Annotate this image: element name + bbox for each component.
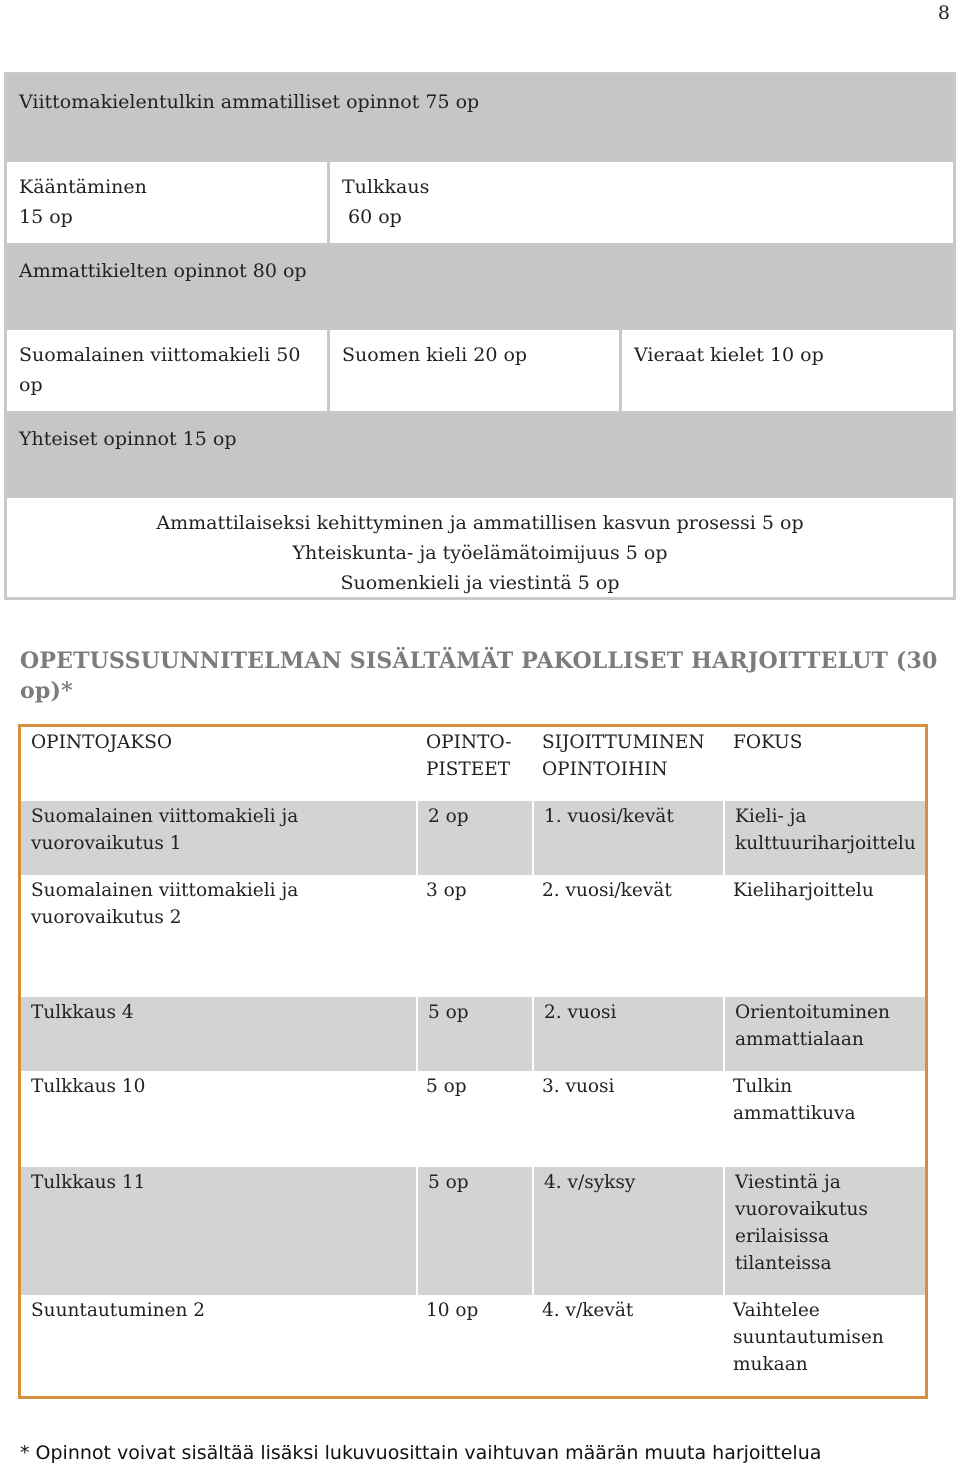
cell-text-line: Orientoituminen (735, 1002, 890, 1023)
placement-cell (532, 801, 723, 875)
finnish-label: Suomen kieli 20 op (342, 344, 528, 366)
credits-cell (416, 727, 532, 799)
credits-cell (416, 1295, 532, 1399)
interpreting-label: Tulkkaus (342, 176, 430, 198)
finnish-cell (327, 330, 619, 411)
foreign-languages-cell (619, 330, 953, 411)
cell-text-line: 5 op (426, 1076, 467, 1097)
cell-text-line: mukaan (733, 1354, 808, 1375)
common-courses-cell (7, 498, 953, 597)
course-cell (21, 1071, 416, 1167)
cell-text-line: OPINTO- (426, 732, 512, 753)
focus-cell (723, 875, 925, 995)
cell-text-line: ammattikuva (733, 1103, 856, 1124)
sign-language-cell (7, 330, 327, 411)
focus-cell (723, 997, 925, 1071)
cell-text-line: 3. vuosi (542, 1076, 615, 1097)
cell-text-line: OPINTOIHIN (542, 759, 668, 780)
structure-row-common-courses (7, 495, 953, 597)
cell-text-line: SIJOITTUMINEN (542, 732, 705, 753)
credits-cell (416, 997, 532, 1071)
course-cell (21, 997, 416, 1071)
placement-cell (532, 1167, 723, 1295)
cell-text-line: OPINTOJAKSO (31, 732, 173, 753)
cell-text-line: 10 op (426, 1300, 479, 1321)
page-number: 8 (937, 2, 950, 24)
cell-text-line: 2 op (428, 806, 469, 827)
placement-cell (532, 1071, 723, 1167)
table-row (21, 801, 925, 875)
cell-text-line: FOKUS (733, 732, 803, 753)
cell-text-line: erilaisissa (735, 1226, 829, 1247)
placement-cell (532, 727, 723, 799)
cell-text-line: kulttuuriharjoittelu (735, 833, 916, 854)
credits-cell (416, 1071, 532, 1167)
interpreting-cell (327, 162, 953, 243)
cell-text-line: vuorovaikutus 2 (31, 907, 182, 928)
cell-text-line: vuorovaikutus (735, 1199, 868, 1220)
sign-language-label: Suomalainen viittomakieli 50 (19, 344, 301, 366)
focus-cell (723, 801, 925, 875)
table-header-row (21, 727, 925, 799)
practice-table (18, 724, 928, 1399)
placement-cell (532, 875, 723, 995)
language-studies-label: Ammattikielten opinnot 80 op (19, 260, 307, 282)
cell-text-line: 4. v/kevät (542, 1300, 634, 1321)
translation-label: Kääntäminen (19, 176, 147, 198)
credits-cell (416, 1167, 532, 1295)
interpreting-credits: 60 op (348, 206, 402, 228)
cell-text-line: Viestintä ja (735, 1172, 841, 1193)
cell-text-line: 5 op (428, 1002, 469, 1023)
cell-text-line: Tulkin (733, 1076, 793, 1097)
table-row (21, 1167, 925, 1295)
cell-text-line: suuntautumisen (733, 1327, 884, 1348)
cell-text-line: 4. v/syksy (544, 1172, 636, 1193)
professional-studies-label: Viittomakielentulkin ammatilliset opinnot 75 op (19, 91, 480, 113)
cell-text-line: Tulkkaus 10 (31, 1076, 146, 1097)
focus-cell (723, 1071, 925, 1167)
foreign-languages-label: Vieraat kielet 10 op (634, 344, 824, 366)
common-course-item: Ammattilaiseksi kehittyminen ja ammatillisen kasvun prosessi 5 op (156, 512, 804, 534)
translation-credits: 15 op (19, 206, 73, 228)
placement-cell (532, 997, 723, 1071)
footnote: * Opinnot voivat sisältää lisäksi lukuvuosittain vaihtuvan määrän muuta harjoittelua (20, 1442, 822, 1464)
common-course-item: Yhteiskunta- ja työelämätoimijuus 5 op (292, 542, 668, 564)
course-cell (21, 1295, 416, 1399)
cell-text-line: Kieliharjoittelu (733, 880, 874, 901)
structure-row-languages (7, 327, 953, 411)
table-row (21, 1295, 925, 1399)
cell-text-line: vuorovaikutus 1 (31, 833, 182, 854)
structure-row-language-studies (7, 243, 953, 327)
credits-cell (416, 801, 532, 875)
cell-text-line: Suomalainen viittomakieli ja (31, 880, 299, 901)
structure-row-common-studies (7, 411, 953, 495)
focus-cell (723, 727, 925, 799)
cell-text-line: tilanteissa (735, 1253, 832, 1274)
cell-text-line: Suuntautuminen 2 (31, 1300, 206, 1321)
cell-text-line: 5 op (428, 1172, 469, 1193)
cell-text-line: Tulkkaus 11 (31, 1172, 146, 1193)
placement-cell (532, 1295, 723, 1399)
table-row (21, 997, 925, 1071)
section-heading: OPETUSSUUNNITELMAN SISÄLTÄMÄT PAKOLLISET HARJOITTELUT (30 op)* (20, 648, 938, 704)
table-row (21, 1071, 925, 1167)
cell-text-line: PISTEET (426, 759, 511, 780)
study-structure-grid (4, 72, 956, 600)
cell-text-line: Vaihtelee (733, 1300, 820, 1321)
cell-text-line: Suomalainen viittomakieli ja (31, 806, 299, 827)
course-cell (21, 801, 416, 875)
credits-cell (416, 875, 532, 995)
common-studies-label: Yhteiset opinnot 15 op (19, 428, 237, 450)
cell-text-line: Kieli- ja (735, 806, 807, 827)
common-course-item: Suomenkieli ja viestintä 5 op (340, 572, 620, 594)
focus-cell (723, 1295, 925, 1399)
structure-row-translation-interpreting (7, 159, 953, 243)
cell-text-line: 2. vuosi/kevät (542, 880, 672, 901)
table-row (21, 875, 925, 995)
cell-text-line: 1. vuosi/kevät (544, 806, 674, 827)
course-cell (21, 1167, 416, 1295)
sign-language-credits: op (19, 374, 43, 396)
course-cell (21, 875, 416, 995)
cell-text-line: ammattialaan (735, 1029, 864, 1050)
cell-text-line: 3 op (426, 880, 467, 901)
course-cell (21, 727, 416, 799)
structure-row-professional-studies (7, 75, 953, 159)
translation-cell (7, 162, 327, 243)
focus-cell (723, 1167, 925, 1295)
cell-text-line: Tulkkaus 4 (31, 1002, 134, 1023)
cell-text-line: 2. vuosi (544, 1002, 617, 1023)
